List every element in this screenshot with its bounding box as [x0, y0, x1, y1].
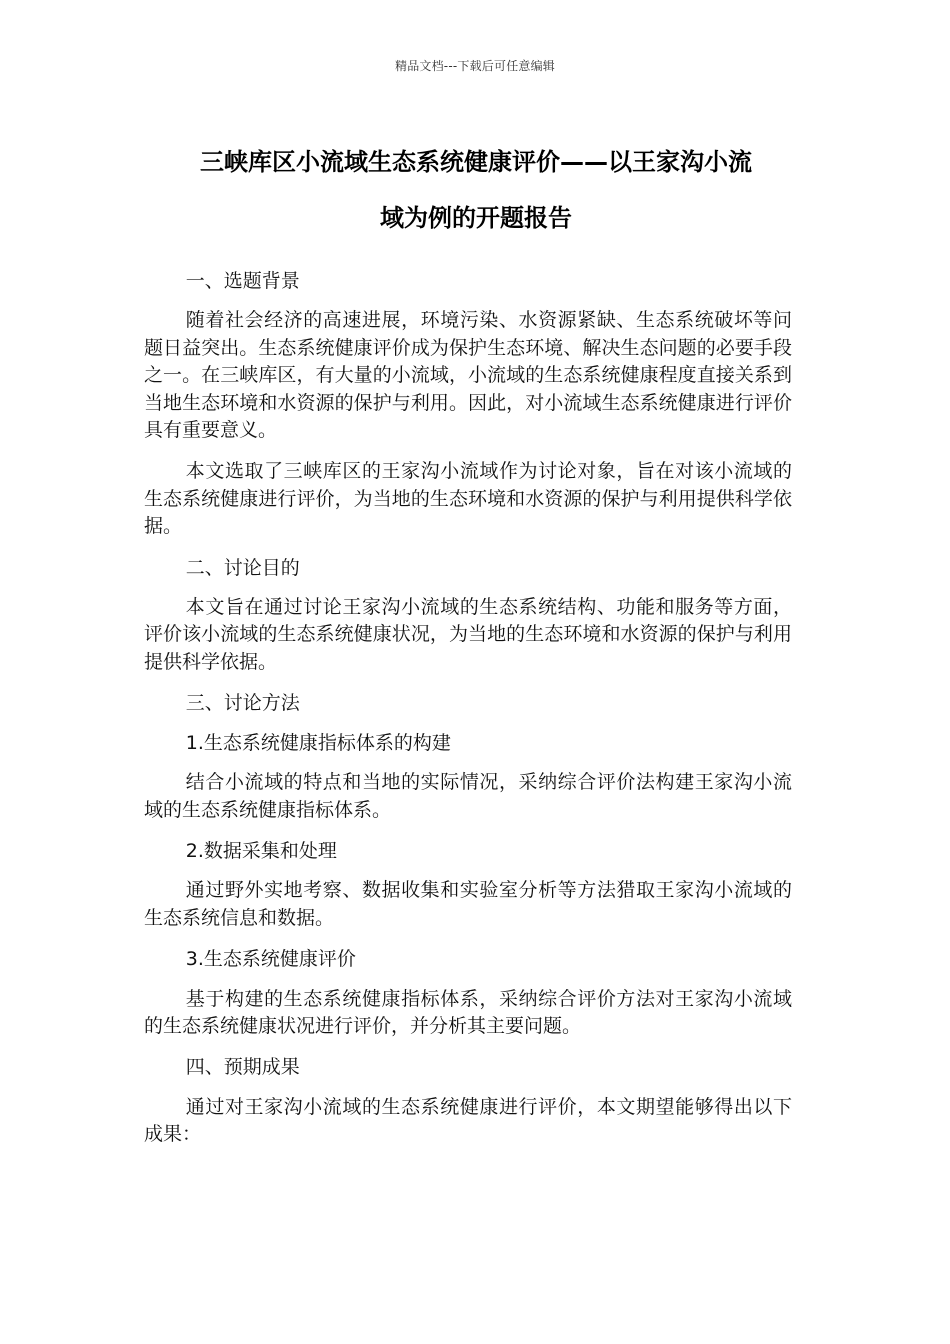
paragraph-health-evaluation: 基于构建的生态系统健康指标体系，采纳综合评价方法对王家沟小流域的生态系统健康状况进行评价，并分析其主要问题。 — [144, 987, 792, 1037]
paragraph-purpose: 本文旨在通过讨论王家沟小流域的生态系统结构、功能和服务等方面，评价该小流域的生态系统健康状况，为当地的生态环境和水资源的保护与利用提供科学依据。 — [144, 596, 792, 673]
subheading-data-collection: 2.数据采集和处理 — [185, 839, 337, 862]
page-header-note: 精品文档---下载后可任意编辑 — [395, 59, 555, 73]
paragraph-expected-results: 通过对王家沟小流域的生态系统健康进行评价，本文期望能够得出以下成果： — [144, 1095, 792, 1146]
subheading-health-evaluation: 3.生态系统健康评价 — [185, 948, 356, 971]
paragraph-background-1: 随着社会经济的高速进展，环境污染、水资源紧缺、生态系统破坏等问题日益突出。生态系统健康评价成为保护生态环境、解决生态问题的必要手段之一。在三峡库区，有大量的小流域，小流域的生态系统健康程度直接关系到当地生态环境和水资源的保护与利用。因此，对小流域生态系统健康进行评价具有重要意义。 — [144, 309, 792, 442]
section-heading-methods: 三、讨论方法 — [185, 692, 300, 715]
title-line-1: 三峡库区小流域生态系统健康评价——以王家沟小流 — [200, 148, 752, 176]
paragraph-background-2: 本文选取了三峡库区的王家沟小流域作为讨论对象，旨在对该小流域的生态系统健康进行评价，为当地的生态环境和水资源的保护与利用提供科学依据。 — [144, 460, 792, 538]
title-line-2: 域为例的开题报告 — [380, 204, 572, 232]
section-heading-background: 一、选题背景 — [185, 270, 300, 292]
paragraph-data-collection: 通过野外实地考察、数据收集和实验室分析等方法猎取王家沟小流域的生态系统信息和数据。 — [144, 879, 792, 929]
section-heading-expected-results: 四、预期成果 — [185, 1056, 300, 1079]
document-body — [144, 268, 792, 1163]
section-heading-purpose: 二、讨论目的 — [185, 556, 300, 579]
paragraph-indicator-system: 结合小流域的特点和当地的实际情况，采纳综合评价法构建王家沟小流域的生态系统健康指标体系。 — [144, 771, 792, 821]
document-title — [144, 134, 808, 246]
subheading-indicator-system: 1.生态系统健康指标体系的构建 — [185, 731, 451, 754]
